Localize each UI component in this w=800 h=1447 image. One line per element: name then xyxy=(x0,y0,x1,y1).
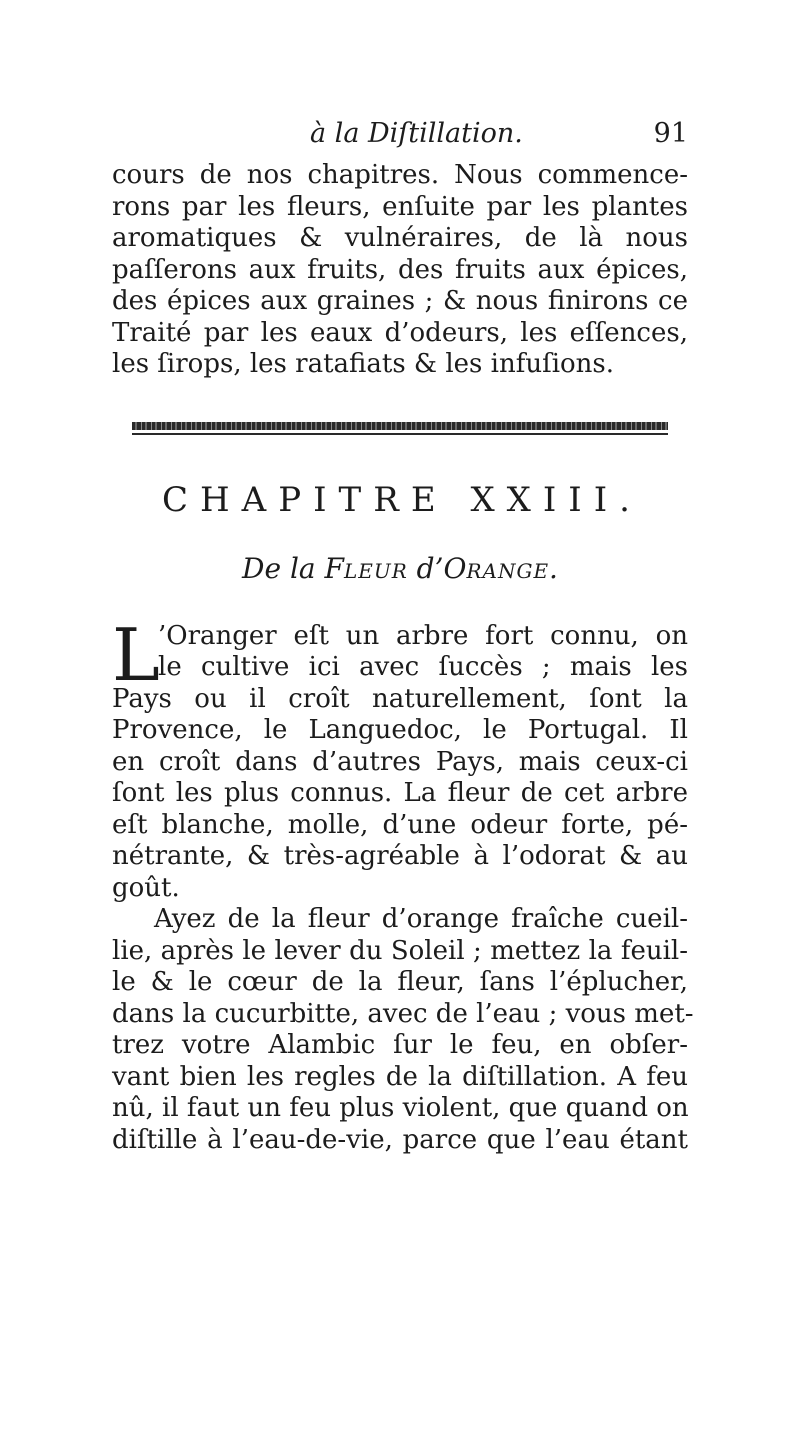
paragraph-recipe xyxy=(112,904,694,1156)
ornament-rule xyxy=(132,433,668,435)
text-line: en croît dans d’autres Pays, mais ceux-ci xyxy=(112,746,688,777)
text-line: le & le cœur de la fleur, ſans l’éplucher, xyxy=(112,967,688,997)
subtitle-mid: d’ xyxy=(416,551,444,585)
subtitle-word2 xyxy=(444,552,550,585)
subtitle-initial: O xyxy=(443,551,467,585)
chapter-subtitle xyxy=(112,552,688,585)
ornamental-divider xyxy=(112,422,688,438)
subtitle-word-fleur xyxy=(325,552,408,585)
subtitle-word1 xyxy=(325,552,408,585)
text-line: Ayez de la fleur d’orange fraîche cueil- xyxy=(154,904,688,934)
text-line: cours de nos chapitres. Nous commence- xyxy=(112,160,688,190)
chapter-body xyxy=(112,612,694,1157)
text-line: lie, après le lever du Soleil ; mettez la feuil- xyxy=(112,935,688,966)
subtitle-prefix: De la xyxy=(242,551,316,585)
text-line: les ſirops, les ratafiats & les infuſions. xyxy=(112,349,615,379)
text-line: diſtille à l’eau-de-vie, parce que l’eau étant xyxy=(112,1124,688,1155)
text-line: paſſerons aux fruits, des fruits aux épices, xyxy=(112,254,688,285)
text-line: aromatiques & vulnéraires, de là nous xyxy=(112,223,688,253)
text-line: rons par les fleurs, enſuite par les plantes xyxy=(112,191,688,222)
subtitle-small-caps: LEUR xyxy=(343,558,408,583)
text-line: eſt blanche, molle, d’une odeur forte, pé- xyxy=(112,809,688,840)
subtitle-small-caps: RANGE xyxy=(466,558,550,583)
text-line: trez votre Alambic ſur le feu, en obſer- xyxy=(112,1030,688,1060)
text-line: vant bien les regles de la diſtillation. A feu xyxy=(112,1061,688,1092)
text-line: nétrante, & très-agréable à l’odorat & au xyxy=(112,841,688,871)
text-line: nû, il faut un feu plus violent, que quand on xyxy=(112,1093,689,1123)
text-line: Pays ou il croît naturellement, ſont la xyxy=(112,683,688,714)
running-head xyxy=(112,118,688,160)
ornament-band xyxy=(132,422,668,430)
text-line: goût. xyxy=(112,872,180,903)
text-line: Provence, le Languedoc, le Portugal. Il xyxy=(112,715,688,745)
page-number: 91 xyxy=(653,118,688,149)
subtitle-initial: F xyxy=(324,551,344,585)
text-line: ſont les plus connus. La fleur de cet arbre xyxy=(112,778,688,808)
drop-cap: L xyxy=(112,612,160,697)
text-line: Traité par les eaux d’odeurs, les eſſences, xyxy=(112,317,688,348)
paragraph-orange-tree xyxy=(112,612,688,905)
subtitle-end: . xyxy=(549,551,558,585)
text-line: des épices aux graines ; & nous finirons ce xyxy=(112,286,688,316)
text-line: dans la cucurbitte, avec de l’eau ; vous met- xyxy=(112,998,694,1029)
text-line: ’Oranger eſt un arbre fort connu, on xyxy=(158,620,688,651)
running-title: à la Diſtillation. xyxy=(310,118,523,149)
text-line: le cultive ici avec ſuccès ; mais les xyxy=(158,652,688,682)
chapter-heading: CHAPITRE XXIII. xyxy=(162,479,642,520)
book-page xyxy=(112,118,694,1156)
intro-paragraph xyxy=(112,160,688,381)
